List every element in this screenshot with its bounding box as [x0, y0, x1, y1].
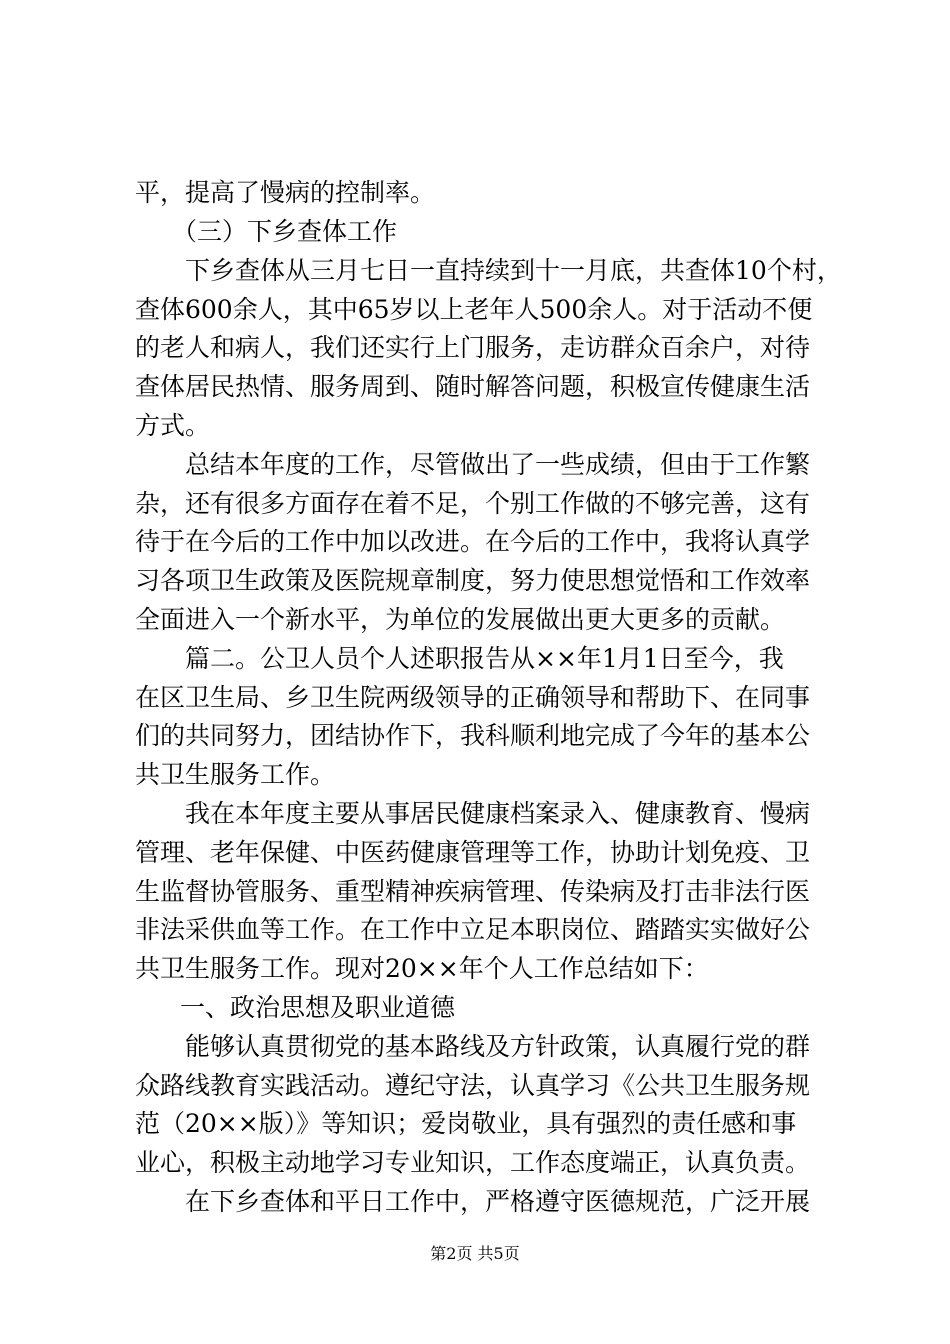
page-footer: 第2页 共5页	[430, 1244, 520, 1263]
text-line: 总结本年度的工作，尽管做出了一些成绩，但由于工作繁	[185, 450, 811, 479]
text-line: 能够认真贯彻党的基本路线及方针政策，认真履行党的群	[185, 1032, 811, 1061]
text-line: 们的共同努力，团结协作下，我科顺利地完成了今年的基本公	[135, 721, 811, 750]
text-line: 习各项卫生政策及医院规章制度，努力使思想觉悟和工作效率	[135, 566, 811, 595]
text-line: 的老人和病人，我们还实行上门服务，走访群众百余户，对待	[135, 333, 811, 362]
text-line: 待于在今后的工作中加以改进。在今后的工作中，我将认真学	[135, 527, 811, 556]
text-line: 方式。	[135, 411, 211, 440]
text-line: 共卫生服务工作。现对20××年个人工作总结如下：	[135, 954, 709, 983]
text-line: 杂，还有很多方面存在着不足，个别工作做的不够完善，这有	[135, 489, 811, 518]
text-line: 平，提高了慢病的控制率。	[135, 178, 436, 207]
text-line: 全面进入一个新水平，为单位的发展做出更大更多的贡献。	[135, 605, 786, 634]
section-heading: 一、政治思想及职业道德	[180, 993, 456, 1022]
text-line: 范（20××版）》等知识；爱岗敬业，具有强烈的责任感和事	[135, 1109, 797, 1138]
text-line: 业心，积极主动地学习专业知识，工作态度端正，认真负责。	[135, 1148, 811, 1177]
text-line: 生监督协管服务、重型精神疾病管理、传染病及打击非法行医	[135, 877, 811, 906]
text-line: 查体居民热情、服务周到、随时解答问题，积极宣传健康生活	[135, 372, 811, 401]
text-line: 共卫生服务工作。	[135, 760, 336, 789]
text-line: 查体600余人，其中65岁以上老年人500余人。对于活动不便	[135, 295, 813, 324]
text-line: 管理、老年保健、中医药健康管理等工作，协助计划免疫、卫	[135, 838, 811, 867]
text-line: 下乡查体从三月七日一直持续到十一月底，共查体10个村，	[185, 256, 842, 285]
text-line: 我在本年度主要从事居民健康档案录入、健康教育、慢病	[185, 799, 811, 828]
text-line: 在下乡查体和平日工作中，严格遵守医德规范，广泛开展	[185, 1187, 811, 1216]
text-line: 众路线教育实践活动。遵纪守法，认真学习《公共卫生服务规	[135, 1071, 811, 1100]
section-heading: （三）下乡查体工作	[172, 217, 398, 246]
text-line: 在区卫生局、乡卫生院两级领导的正确领导和帮助下、在同事	[135, 683, 811, 712]
text-line: 非法采供血等工作。在工作中立足本职岗位、踏踏实实做好公	[135, 915, 811, 944]
text-line: 篇二。公卫人员个人述职报告从××年1月1日至今，我	[185, 644, 784, 673]
